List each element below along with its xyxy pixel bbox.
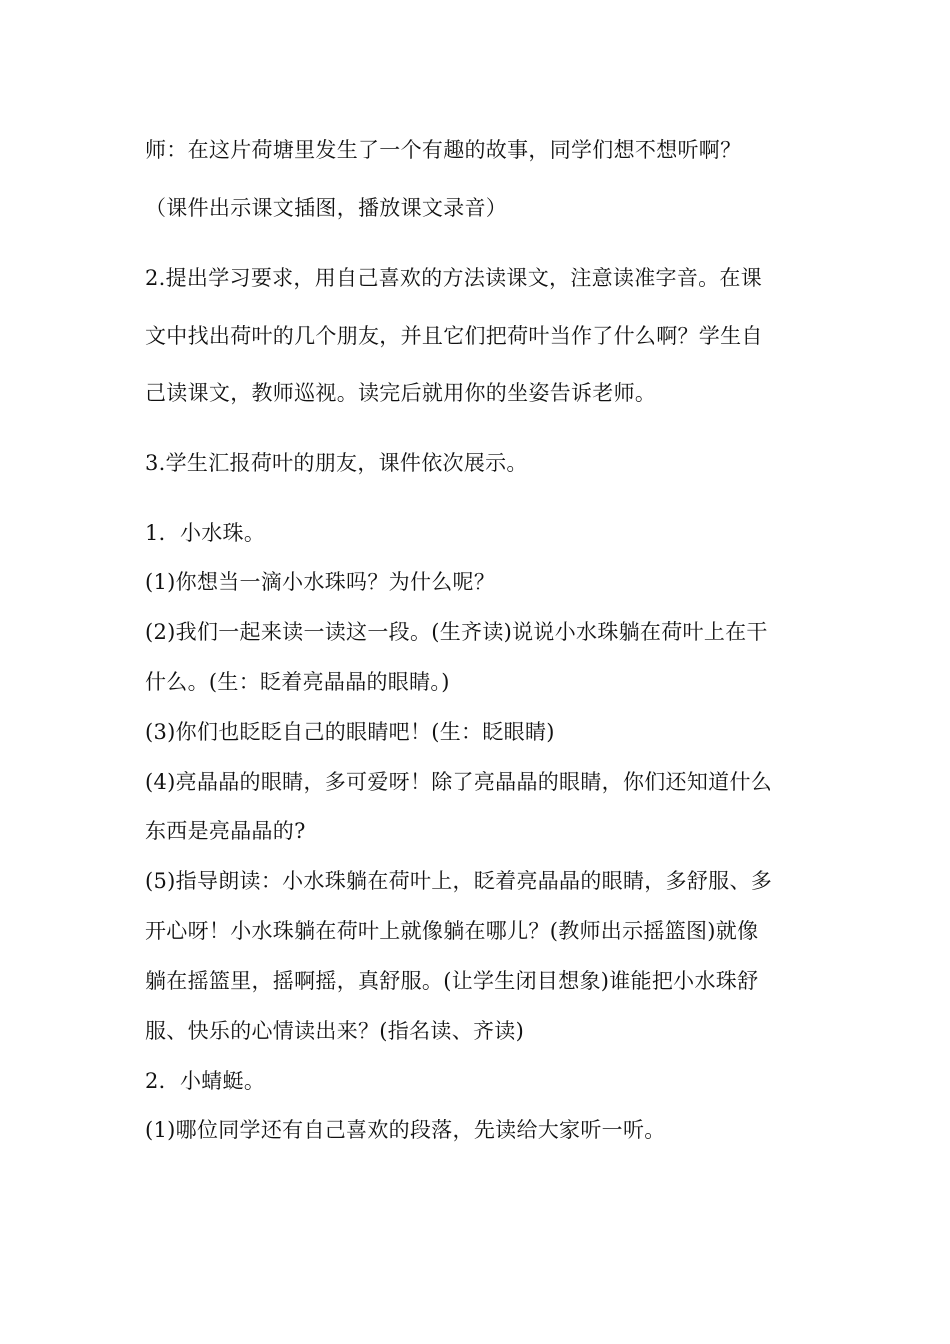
paragraph-line: (1)哪位同学还有自己喜欢的段落，先读给大家听一听。 (145, 1118, 666, 1142)
paragraph-line: (3)你们也眨眨自己的眼睛吧！(生：眨眼睛) (145, 720, 555, 744)
paragraph-line: (1)你想当一滴小水珠吗？为什么呢？ (145, 570, 496, 594)
paragraph-line: (4)亮晶晶的眼睛，多可爱呀！除了亮晶晶的眼睛，你们还知道什么 (145, 770, 773, 794)
paragraph-line: 3.学生汇报荷叶的朋友，课件依次展示。 (145, 451, 528, 475)
list-heading: 2．小蜻蜓。 (145, 1069, 266, 1093)
paragraph-line: (2)我们一起来读一读这一段。(生齐读)说说小水珠躺在荷叶上在干 (145, 620, 768, 644)
paragraph-line: 开心呀！小水珠躺在荷叶上就像躺在哪儿？(教师出示摇篮图)就像 (145, 919, 759, 943)
paragraph-line: 2.提出学习要求，用自己喜欢的方法读课文，注意读准字音。在课 (145, 266, 763, 290)
paragraph-line: 服、快乐的心情读出来？(指名读、齐读) (145, 1019, 525, 1043)
paragraph-line: 什么。(生：眨着亮晶晶的眼睛。) (145, 670, 450, 694)
paragraph-line: （课件出示课文插图，播放课文录音） (145, 196, 508, 220)
paragraph-line: (5)指导朗读：小水珠躺在荷叶上，眨着亮晶晶的眼睛，多舒服、多 (145, 869, 773, 893)
list-heading: 1．小水珠。 (145, 521, 266, 545)
paragraph-line: 师：在这片荷塘里发生了一个有趣的故事，同学们想不想听啊？ (145, 138, 742, 162)
paragraph-line: 文中找出荷叶的几个朋友，并且它们把荷叶当作了什么啊？学生自 (145, 324, 763, 348)
paragraph-line: 己读课文，教师巡视。读完后就用你的坐姿告诉老师。 (145, 381, 657, 405)
paragraph-line: 躺在摇篮里，摇啊摇，真舒服。(让学生闭目想象)谁能把小水珠舒 (145, 969, 759, 993)
paragraph-line: 东西是亮晶晶的? (145, 819, 306, 843)
